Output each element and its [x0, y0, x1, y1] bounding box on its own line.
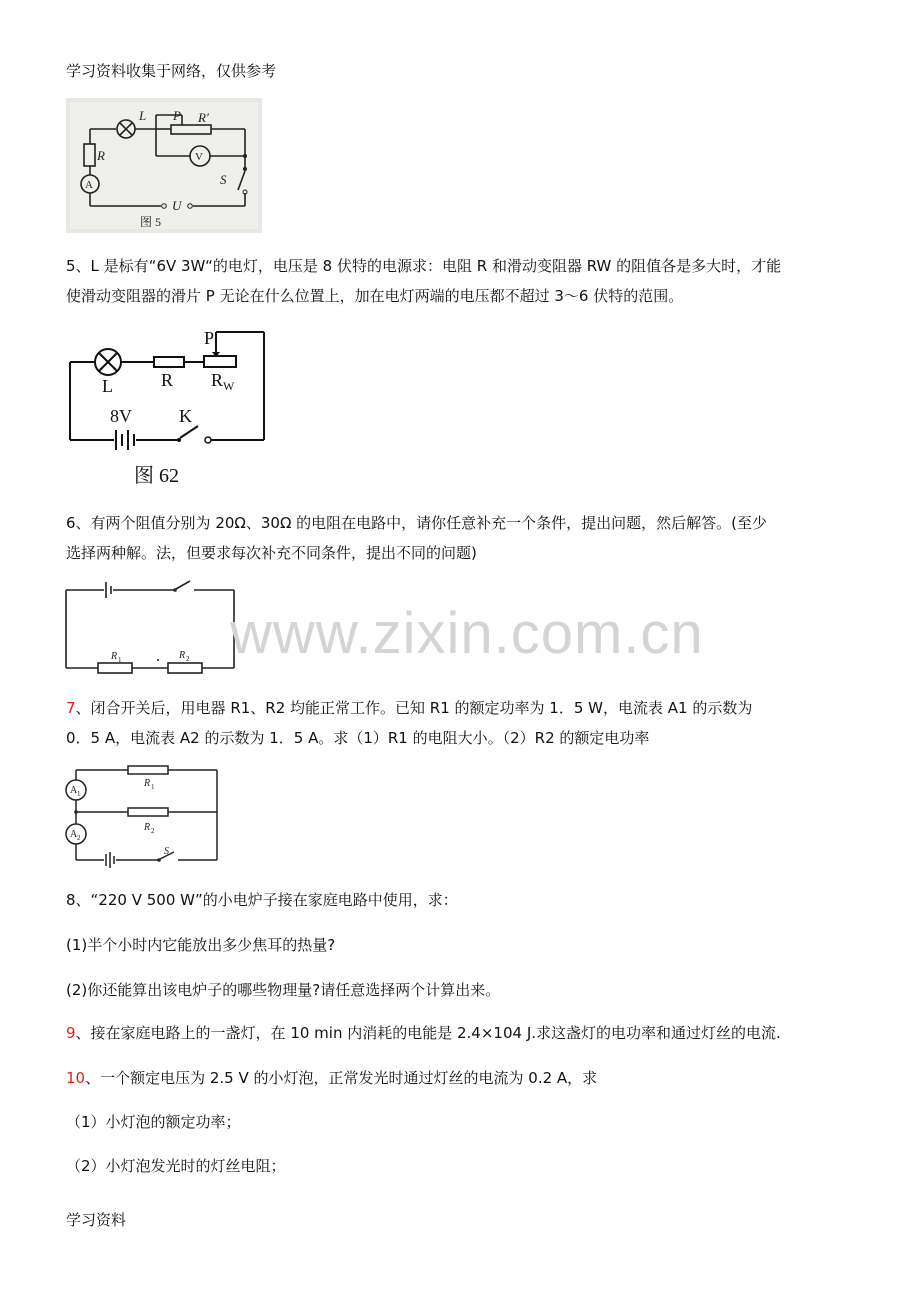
watermark: www.zixin.com.cn — [230, 601, 704, 666]
page-footer: 学习资料 — [66, 1211, 127, 1229]
svg-text:K: K — [179, 406, 192, 426]
question-5-line-2: 使滑动变阻器的滑片 P 无论在什么位置上，加在电灯两端的电压都不超过 3～6 伏特的范围。 — [66, 287, 684, 305]
fig62-resistor-R — [154, 357, 184, 367]
svg-text:2: 2 — [186, 655, 190, 663]
question-6-number: 6 — [66, 514, 76, 532]
svg-text:W: W — [223, 379, 235, 393]
svg-text:P: P — [173, 108, 181, 123]
question-9-number: 9 — [66, 1024, 76, 1042]
question-8-sub-2: (2)你还能算出该电炉子的哪些物理量?请任意选择两个计算出来。 — [66, 981, 501, 999]
question-5-number: 5 — [66, 257, 76, 275]
fig-q6-resistor-R2 — [168, 663, 202, 673]
svg-text:R′: R′ — [198, 110, 209, 125]
fig-q6-resistor-R1 — [98, 663, 132, 673]
svg-text:1: 1 — [118, 656, 122, 664]
svg-text:R: R — [179, 650, 186, 661]
svg-text:R: R — [144, 822, 151, 833]
svg-text:A: A — [85, 179, 93, 191]
svg-text:R: R — [111, 651, 118, 662]
question-6-line-2: 选择两种解。法，但要求每次补充不同条件，提出不同的问题) — [66, 544, 477, 562]
svg-text:2: 2 — [77, 834, 81, 842]
question-10-line-1: 10、一个额定电压为 2.5 V 的小灯泡，正常发光时通过灯丝的电流为 0.2 A，求 — [66, 1069, 598, 1087]
question-8-line-1: 8、“220 V 500 W”的小电炉子接在家庭电路中使用，求： — [66, 891, 458, 909]
fig-q7-resistor-R2 — [128, 808, 168, 816]
svg-text:R: R — [97, 148, 105, 163]
figure-q6-circuit — [62, 576, 242, 678]
svg-text:V: V — [195, 151, 203, 163]
svg-text:L: L — [102, 376, 113, 396]
question-10-sub-1: （1）小灯泡的额定功率； — [66, 1113, 241, 1131]
page-header: 学习资料收集于网络，仅供参考 — [66, 62, 277, 80]
fig62-rheostat — [204, 356, 236, 367]
svg-text:A: A — [70, 829, 78, 840]
svg-text:R: R — [144, 778, 151, 789]
svg-text:U: U — [172, 198, 182, 213]
svg-text:8V: 8V — [110, 406, 132, 426]
question-6-line-1: 6、有两个阻值分别为 20Ω、30Ω 的电阻在电路中，请你任意补充一个条件，提出问题，然后解答。(至少 — [66, 514, 768, 532]
question-8-sub-1: (1)半个小时内它能放出多少焦耳的热量? — [66, 936, 336, 954]
figure-5-circuit — [66, 98, 262, 233]
figure-q7-circuit — [62, 762, 222, 868]
svg-text:P: P — [204, 328, 215, 348]
question-9-line-1: 9、接在家庭电路上的一盏灯，在 10 min 内消耗的电能是 2.4×104 J.求这盏灯的电功率和通过灯丝的电流. — [66, 1024, 781, 1042]
question-10-sub-2: （2）小灯泡发光时的灯丝电阻； — [66, 1157, 286, 1175]
svg-text:S: S — [164, 846, 169, 857]
svg-text:R: R — [161, 370, 174, 390]
question-8-number: 8 — [66, 891, 76, 909]
question-10-number: 10 — [66, 1069, 86, 1087]
svg-text:1: 1 — [151, 783, 155, 791]
figure-62-circuit — [66, 326, 272, 488]
fig5-caption: 图 5 — [140, 215, 162, 229]
question-7-line-2: 0．5 A，电流表 A2 的示数为 1．5 A。求（1）R1 的电阻大小。（2）R2 的额定电功率 — [66, 729, 650, 747]
question-7-number: 7 — [66, 699, 76, 717]
svg-text:L: L — [139, 108, 147, 123]
svg-text:S: S — [220, 172, 227, 187]
svg-text:2: 2 — [151, 827, 155, 835]
svg-text:A: A — [70, 785, 78, 796]
svg-text:R: R — [211, 370, 224, 390]
fig62-caption: 图 62 — [134, 465, 179, 487]
question-7-line-1: 7、闭合开关后，用电器 R1、R2 均能正常工作。已知 R1 的额定功率为 1．5 W，电流表 A1 的示数为 — [66, 699, 753, 717]
fig-q7-resistor-R1 — [128, 766, 168, 774]
question-5-line-1: 5、L 是标有“6V 3W“的电灯，电压是 8 伏特的电源求：电阻 R 和滑动变阻器 RW 的阻值各是多大时，才能 — [66, 257, 782, 275]
svg-text:1: 1 — [77, 790, 81, 798]
